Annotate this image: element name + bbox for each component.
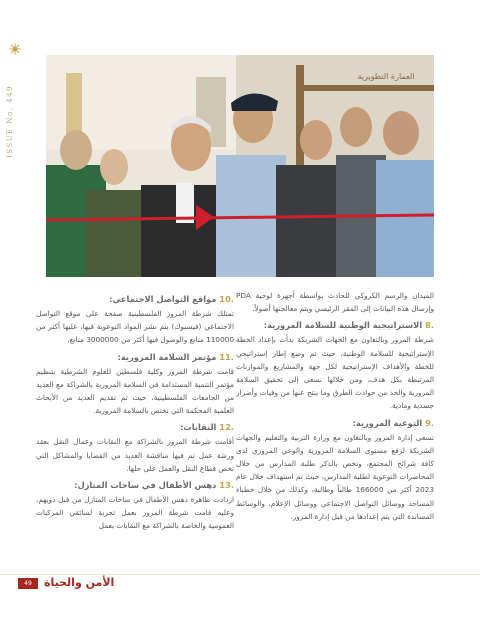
section-12-title: النقابات:	[180, 422, 217, 433]
section-8-title: الاستراتيجية الوطنية للسلامة المرورية:	[263, 320, 423, 331]
section-9-title: التوعية المرورية:	[352, 417, 423, 428]
section-13-title: دهس الأطفال في ساحات المنازل:	[74, 480, 217, 491]
section-11-number: .11	[219, 351, 234, 362]
section-9-heading	[236, 416, 434, 430]
section-13-number: .13	[219, 480, 234, 491]
article-column-right	[236, 289, 434, 523]
article-column-left	[36, 289, 234, 533]
page-number: 49	[18, 578, 38, 589]
ribbon-cutting-photo	[46, 55, 434, 277]
magazine-title: الأمن والحياة	[44, 576, 115, 589]
section-11-title: مؤتمر السلامة المرورية:	[117, 351, 217, 362]
section-10-title: مواقع التواصل الاجتماعي:	[109, 294, 217, 304]
section-10-heading	[36, 292, 234, 306]
section-8-heading	[236, 318, 434, 332]
section-13-body: ازدادت ظاهرة دهس الأطفال في ساحات المنازل من قبل ذويهم، وعليه قامت شرطة المرور بعمل تجربة لسائقي المركبات العمومية والخاصة بالشراكة مع النقابات بعمل	[36, 495, 234, 531]
section-8-body: شرطة المرور وبالتعاون مع الجهات الشريكة بدأت بإعداد الخطة الإستراتيجية للسلامة الوطنية، حيث تم وضع إطار إستراتيجي للخطة والأهداف الإستراتيجية لكل جهة والمشاريع والموازنات المرتبطة بكل هدف، ومن خلالها نسعى إلى تحقيق السلامة المرورية والحد من حوادث الطرق وما ينتج عنها من وفيات وأضرار جسدية ومادية.	[236, 335, 434, 411]
section-11-body: قامت شرطة المرور وكلية فلسطين للعلوم الشرطية بتنظيم مؤتمر التنمية المستدامة في السلامة المرورية بالشراكة مع العديد من الجامعات الفلسطينية، حيث تم تقديم العديد من الأبحاث العلمية المحكمة التي تختص بالسلامة المرورية.	[36, 366, 234, 416]
section-10-number: .10	[219, 294, 234, 304]
section-9-number: .9	[425, 417, 434, 428]
section-13-heading	[36, 478, 234, 492]
banner-text: العمارة التطويرية	[357, 72, 415, 81]
section-9-body: تسعى إدارة المرور وبالتعاون مع وزارة التربية والتعليم والجهات الشريكة لرفع مستوى السلامة المرورية والوعي المروري لدى كافة شرائح المجتمع، وتخص بالذكر طلبة المدارس من خلال المحاضرات التوعوية لطلبة المدارس، حيث تم استهداف خلال عام 2023 أكثر من 166000 طالباً وطالبة، وكذلك من خلال خطباء المساجد ووسائل التواصل الاجتماعي ووسائل الإعلام، والوسائط المساندة التي يتم إعدادها من قبل إدارة المرور.	[236, 432, 434, 521]
ornament-icon	[9, 43, 21, 55]
section-8-number: .8	[425, 320, 434, 331]
section-12-number: .12	[219, 422, 234, 433]
issue-label: ISSUE No. 449	[6, 85, 14, 159]
section-10-body: تمتلك شرطة المرور الفلسطينية صفحة على موقع التواصل الاجتماعي (فيسبوك) يتم نشر المواد التوعوية فيها، عليها أكثر من 110000 متابع والوصول فيها أكثر من 3000000 متابع.	[36, 309, 234, 345]
section-12-heading	[36, 420, 234, 434]
section-12-body: أقامت شرطة المرور بالشراكة مع النقابات وعمال النقل بعقد ورشة عمل تم فيها مناقشة العديد من القضايا والمشاكل التي تخص قطاع النقل والعمل على حلها.	[36, 437, 234, 473]
intro-paragraph: الميدان والرسم الكروكي للحادث بواسطة أجهزة لوحية PDA وإرسال هذه البيانات إلى المقر الرئيسي ويتم معالجتها أصولاً.	[236, 291, 434, 314]
section-11-heading	[36, 350, 234, 364]
